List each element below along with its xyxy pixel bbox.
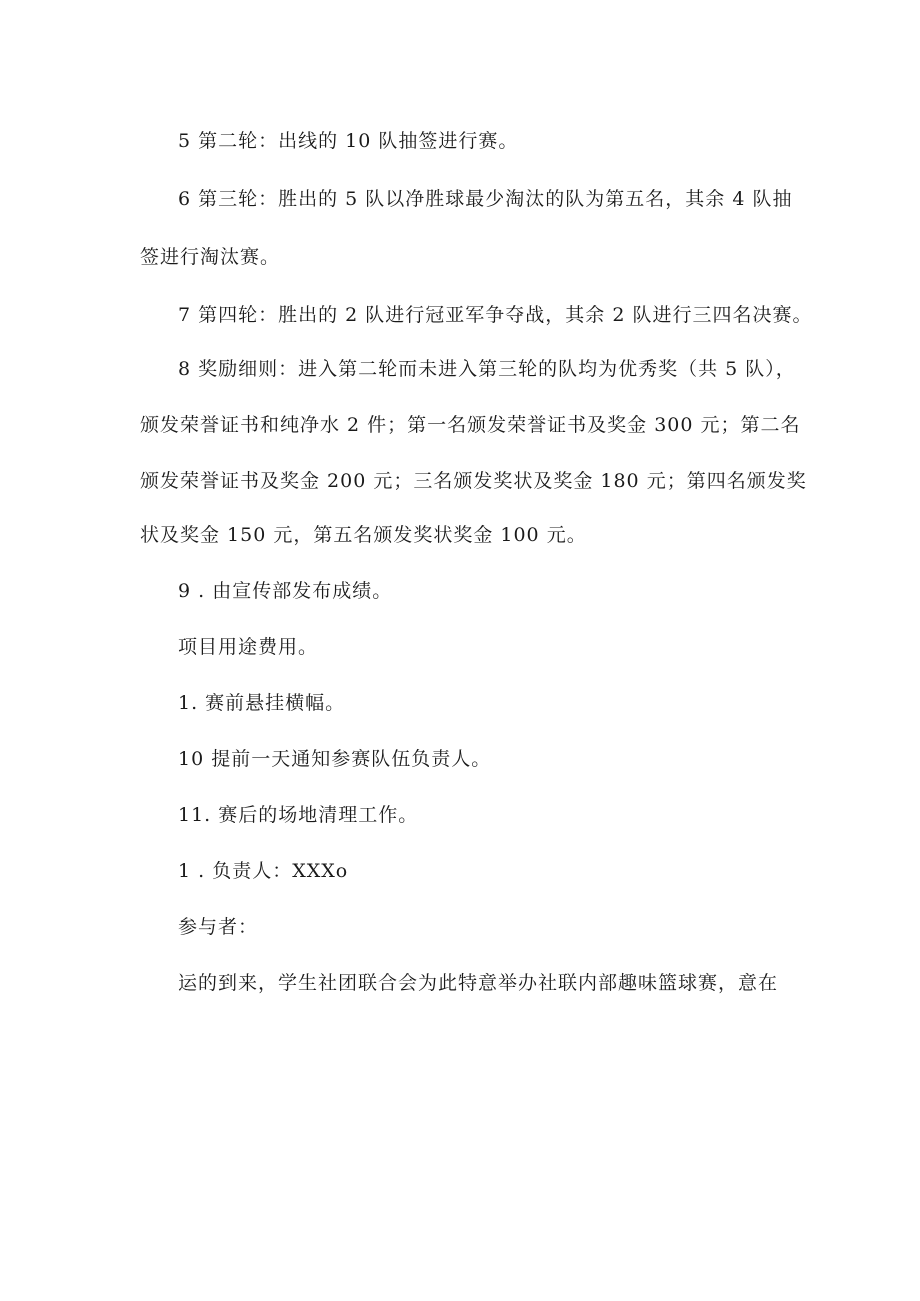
paragraph-cleanup [178, 802, 838, 828]
text-line: 参与者： [178, 916, 259, 938]
text-line: 颁发荣誉证书及奖金 200 元；三名颁发奖状及奖金 180 元；第四名颁发奖 [140, 470, 807, 492]
text-line: 签进行淘汰赛。 [140, 246, 281, 268]
text-line: 运的到来，学生社团联合会为此特意举办社联内部趣味篮球赛，意在 [178, 972, 779, 994]
text-line: 8 奖励细则：进入第二轮而未进入第三轮的队均为优秀奖（共 5 队）， [178, 358, 796, 380]
text-line: 状及奖金 150 元，第五名颁发奖状奖金 100 元。 [140, 524, 587, 546]
paragraph-awards-line-3 [140, 468, 807, 494]
paragraph-banner [178, 690, 838, 716]
paragraph-results [178, 578, 838, 604]
paragraph-participants [178, 914, 838, 940]
paragraph-awards-line-2 [140, 412, 800, 438]
paragraph-person-in-charge [178, 858, 838, 884]
text-line: 5 第二轮：出线的 10 队抽签进行赛。 [178, 130, 519, 152]
text-line: 7 第四轮：胜出的 2 队进行冠亚军争夺战，其余 2 队进行三四名决赛。 [178, 304, 813, 326]
text-line: 颁发荣誉证书和纯净水 2 件；第一名颁发荣誉证书及奖金 300 元；第二名 [140, 414, 801, 436]
paragraph-awards [178, 356, 838, 382]
paragraph-cost [178, 634, 838, 660]
paragraph-round-three-cont [140, 244, 800, 270]
text-line: 11. 赛后的场地清理工作。 [178, 804, 419, 826]
text-line: 1 . 负责人：XXXo [178, 860, 349, 882]
paragraph-round-two [178, 128, 838, 154]
paragraph-awards-line-4 [140, 522, 800, 548]
text-line: 项目用途费用。 [178, 636, 319, 658]
paragraph-notify [178, 746, 838, 772]
paragraph-closing [178, 970, 838, 996]
paragraph-round-three [178, 186, 838, 212]
paragraph-round-four [178, 302, 838, 328]
text-line: 9 . 由宣传部发布成绩。 [178, 580, 393, 602]
text-line: 1. 赛前悬挂横幅。 [178, 692, 346, 714]
text-line: 10 提前一天通知参赛队伍负责人。 [178, 748, 492, 770]
text-line: 6 第三轮：胜出的 5 队以净胜球最少淘汰的队为第五名，其余 4 队抽 [178, 188, 793, 210]
